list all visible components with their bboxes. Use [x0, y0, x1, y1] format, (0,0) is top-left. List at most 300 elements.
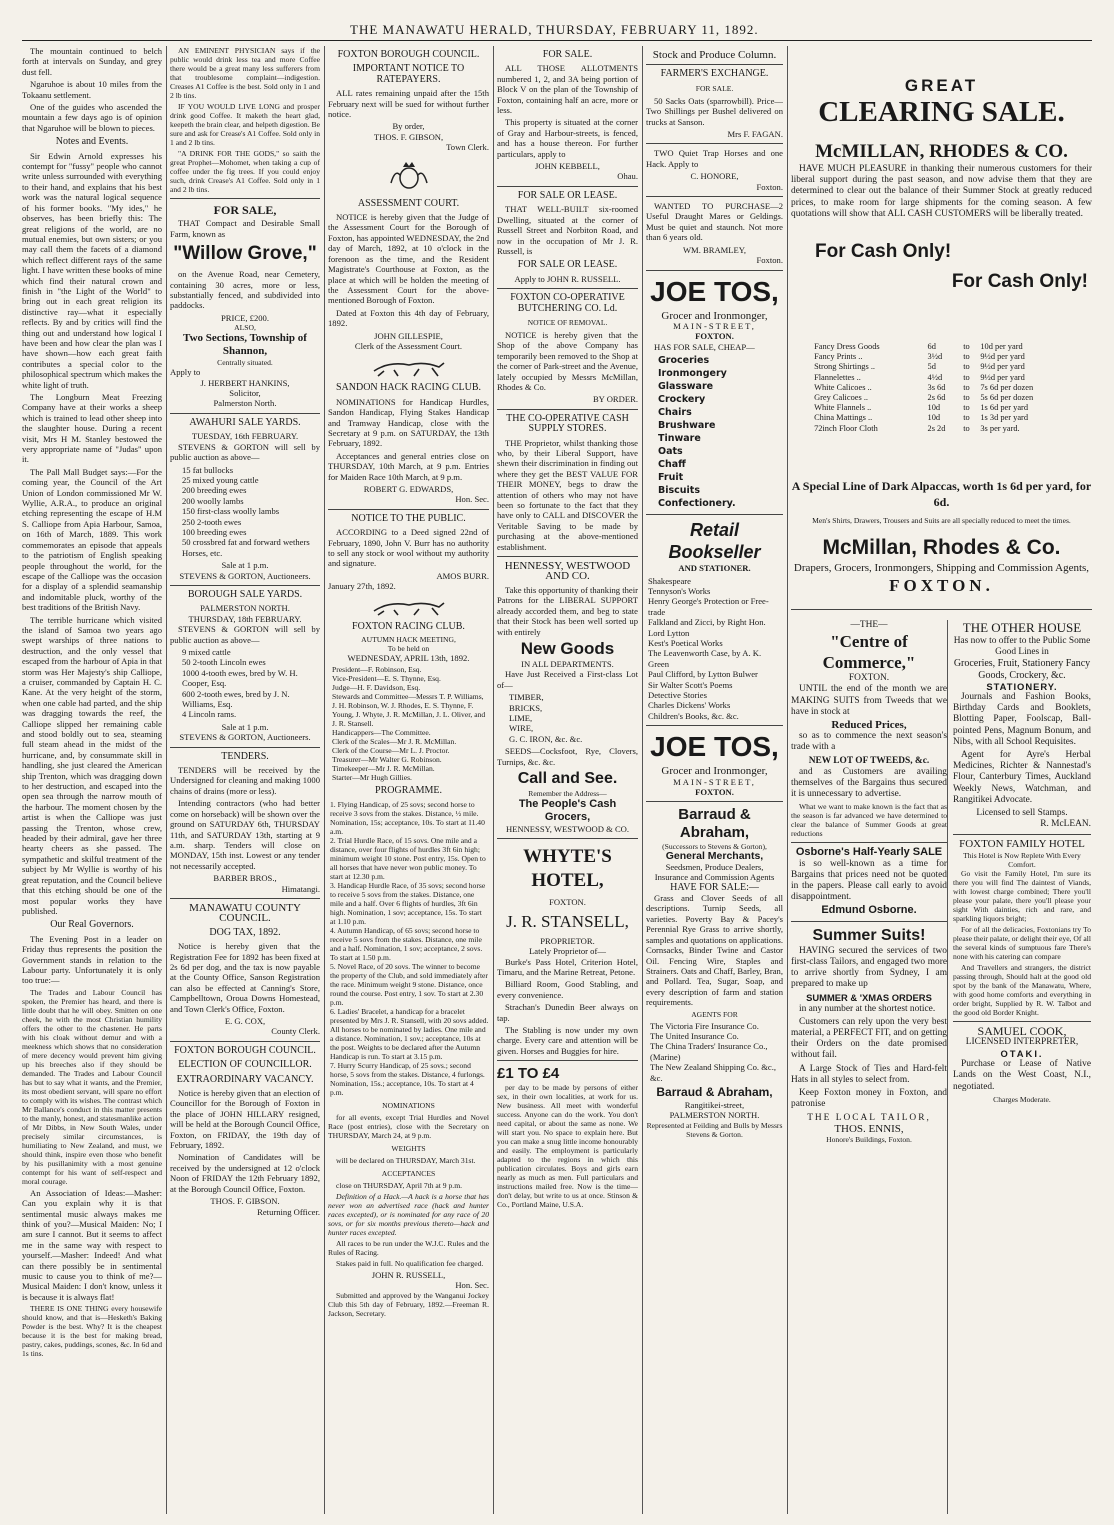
ad-heading: NOTICE TO THE PUBLIC.: [351, 512, 466, 524]
table-cell: to: [963, 372, 970, 382]
ad-text: FOXTON.: [549, 897, 586, 908]
advertisement: AN EMINENT PHYSICIAN says if the public would drink less tea and more Coffee there would be a great many less sufferers from that troublesome complaint—indigestion. Creases A1 Coffee is the best. Sold only in 1 and 2 lb tins.: [170, 46, 320, 100]
table-cell: to: [963, 403, 970, 413]
goods-list: [658, 354, 783, 510]
ad-heading: FARMER'S EXCHANGE.: [660, 68, 769, 80]
table-cell: to: [963, 393, 970, 403]
table-cell: 5d: [927, 362, 936, 372]
ad-text: Journals and Fashion Books, Birthday Cards and Booklets, Blotting Paper, Foolscap, Ball-pointed Pens, Magnum Bonum, and Nibs, with all School Requisites.: [953, 692, 1091, 747]
list-item: 50 crossbred fat and forward wethers: [182, 537, 310, 548]
table-cell: to: [963, 362, 970, 372]
divider: [497, 838, 638, 839]
ad-signature: BY ORDER.: [592, 394, 638, 405]
ad-heading: FOR SALE OR LEASE.: [517, 189, 618, 201]
ad-text: Seedsmen, Produce Dealers,: [665, 861, 764, 872]
ad-text: close on THURSDAY, April 7th at 9 p.m.: [336, 1180, 463, 1190]
ad-subheading: WEIGHTS: [391, 1143, 426, 1153]
column-2: [170, 46, 320, 1514]
stock-list: [182, 647, 320, 720]
divider: [953, 1021, 1091, 1022]
ad-text: THE Proprietor, whilst thanking those who, by their Liberal Support, have shewn their discrimination in finding out where they get the BEST VALUE FOR THEIR MONEY, begs to draw the attention of others who may not have been so fortunate to the fact that they have only to CALL and DISCOVER the Veritable Saving to be made by purchasing at the above-mentioned establishment.: [497, 437, 638, 552]
ad-text: Men's Shirts, Drawers, Trousers and Suits are all specially reduced to meet the times.: [812, 515, 1071, 525]
ad-text: County Clerk.: [271, 1026, 320, 1037]
list-item: 250 2-tooth ewes: [182, 516, 242, 527]
ad-text: Rangitikei-street,: [684, 1099, 745, 1110]
ad-text: FOXTON.: [889, 575, 994, 595]
ad-heading: FOXTON BOROUGH COUNCIL.: [337, 49, 480, 60]
list-item: Starter—Mr Hugh Gillies.: [332, 773, 412, 783]
table-row: [812, 362, 1071, 372]
centre-of-commerce-ad: [791, 620, 947, 1144]
ad-text: Palmerston North.: [213, 398, 277, 409]
divider: [170, 585, 320, 586]
list-item: Horses, etc.: [182, 547, 223, 558]
ad-text: (Successors to Stevens & Gorton),: [662, 842, 767, 852]
ad-subheading: A Special Line of Dark Alpaccas, worth 1s 6d per yard, for 6d.: [791, 478, 1092, 509]
racehorse-icon: [364, 598, 454, 616]
agency-list: [650, 1021, 783, 1083]
ad-text: NOMINATIONS for Handicap Hurdles, Sandon Handicap, Flying Stakes Handicap and Tramway Handicap, close with the Secretary at 9 p.m. on SATURDAY, the 13th February, 1892.: [328, 396, 489, 449]
divider: [328, 509, 489, 510]
ad-date: TUESDAY, 16th FEBRUARY.: [191, 431, 299, 442]
table-cell: White Flannels ..: [814, 403, 872, 413]
ad-text: Definition of a Hack.—A hack is a horse that has never won an advertised race (hack and hunter races excepted), or is nominated for any race of 20 sovs, or for six months previous thereto—hack and hunter races excepted.: [328, 1191, 489, 1237]
divider: [953, 834, 1091, 835]
goods-list: [509, 692, 638, 744]
ad-heading: FOXTON BOROUGH COUNCIL.: [174, 1044, 316, 1056]
ad-text: PROPRIETOR.: [540, 935, 595, 946]
list-item: 200 woolly lambs: [182, 495, 244, 506]
list-item: The China Traders' Insurance Co., (Marine): [650, 1041, 768, 1062]
table-cell: Fancy Dress Goods: [814, 342, 880, 352]
ad-signature: JOHN R. RUSSELL,: [371, 1269, 446, 1280]
table-cell: 3½d: [927, 352, 943, 362]
ad-text: STEVENS & GORTON will sell by public auction as above—: [170, 624, 320, 645]
ad-text: per day to be made by persons of either sex, in their own localities, at work for us. New business. All meet with wonderful success. Anyone can do the work. You don't need capital, or about the same as none. We will start you. No space to explain here. But you can make a snug little income honourably and easily. The employment is particularly adapted to the regions in which this publication circulates. Boys and girls earn nearly as much as men. Full particulars and instructions mailed free. Now is the time—don't delay, but write to us at once. Stinson & Co., Portland Maine, U.S.A.: [497, 1083, 638, 1210]
ad-text: ALSO,: [234, 323, 256, 333]
ad-text: Burke's Pass Hotel, Criterion Hotel, Timaru, and the Marine Retreat, Petone.: [497, 956, 638, 977]
ad-text: MAIN-STREET,: [673, 776, 756, 787]
ad-text: FOXTON.: [695, 331, 734, 342]
ad-text: Hon. Sec.: [455, 1280, 489, 1291]
ad-subheading: AND STATIONER.: [678, 563, 751, 574]
ad-subheading: NOTICE OF REMOVAL.: [527, 317, 608, 327]
table-row: [812, 373, 1071, 383]
list-item: The New Zealand Shipping Co. &c., &c.: [650, 1062, 777, 1083]
ad-text: Insurance and Commission Agents: [654, 872, 775, 883]
ad-text: ALL THOSE ALLOTMENTS numbered 1, 2, and 3A being portion of Block V on the plan of the Township of Foxton, containing half an acre, more or less.: [497, 63, 638, 116]
ad-signature: BARBER BROS.,: [213, 873, 277, 884]
ad-text: Stakes paid in full. No qualification fee charged.: [336, 1258, 484, 1268]
ad-heading: FOR SALE.: [542, 49, 593, 60]
column-6: [791, 46, 1092, 1514]
ad-text: IN ALL DEPARTMENTS.: [521, 658, 614, 669]
ad-text: By order,: [392, 121, 425, 132]
list-item: Biscuits: [658, 485, 700, 497]
ad-subheading: THE LOCAL TAILOR,: [807, 1112, 931, 1123]
list-item: 7. Hurry Scurry Handicap, of 25 sovs.; second horse, 5 sovs from the stakes. Distance, 4 furlongs. Nomination, 15s.; acceptance, 10s. To start at 4 p.m.: [330, 1060, 485, 1097]
list-item: Tennyson's Works: [648, 585, 711, 596]
ad-text: Acceptances and general entries close on THURSDAY, 10th March, at 9 p.m. Entries for Maiden Race 10th March, at 9 p.m.: [328, 450, 489, 482]
table-cell: 5s 6d per dozen: [980, 393, 1034, 403]
table-row: [812, 424, 1071, 434]
ad-signature: J. HERBERT HANKINS,: [200, 377, 290, 388]
ad-subheading: Grocer and Ironmonger,: [661, 309, 768, 322]
ad-subheading: LICENSED INTERPRETER,: [965, 1036, 1079, 1047]
ad-text: for all events, except Trial Hurdles and Novel Race (post entries), close with the Secretary on THURSDAY, March 24, at 9 p.m.: [328, 1112, 489, 1140]
divider: [646, 725, 783, 726]
ad-signature: ROBERT G. EDWARDS,: [363, 484, 454, 494]
table-cell: 10d: [927, 413, 941, 423]
ad-text: Have Just Received a First-class Lot of—: [497, 669, 638, 690]
ad-display-heading: SAMUEL COOK,: [977, 1023, 1067, 1038]
divider: [497, 186, 638, 187]
table-row: [812, 393, 1071, 403]
table-cell: to: [963, 423, 970, 433]
table-cell: 6d: [927, 342, 936, 352]
proprietor-name: J. R. STANSELL,: [506, 911, 629, 931]
ad-text: FOXTON.: [695, 787, 734, 798]
table-cell: White Calicoes ..: [814, 382, 872, 392]
ad-subheading: ELECTION OF COUNCILLOR.: [178, 1059, 312, 1071]
ad-display-heading: CLEARING SALE.: [818, 96, 1065, 128]
ad-subheading: NOMINATIONS: [382, 1100, 435, 1110]
ad-text: Purchase or Lease of Native Lands on the West Coast, N.I., negotiated.: [953, 1059, 1091, 1092]
table-cell: China Mattings ..: [814, 413, 873, 423]
article-paragraph: The Evening Post in a leader on Friday thus represents the position the Government stands in relation to the Labour party. Unfortunately it is only too true:—: [22, 933, 162, 986]
list-item: Fruit: [658, 472, 684, 484]
table-cell: 9½d per yard: [980, 372, 1025, 382]
ad-text: Foxton.: [756, 255, 783, 266]
list-item: 3. Handicap Hurdle Race, of 35 sovs; second horse to receive 5 sovs from the stakes. Distance, one mile and a half. Over 6 flights of hurdles, 3ft 6in high. Nomination, 1 sov; acceptance, 15s. To start at 1.10 p.m.: [330, 880, 486, 926]
divider: [646, 196, 783, 197]
club-officers-list: [332, 665, 489, 782]
table-row: [812, 413, 1071, 423]
ad-text: THAT WELL-BUILT six-roomed Dwelling, situated at the corner of Russell Street and Norbiton Road, and now in the occupation of Mr J. R. Russell, is: [497, 204, 638, 256]
ad-subheading: NEW LOT OF TWEEDS, &c.: [808, 755, 930, 766]
table-cell: to: [963, 342, 970, 352]
ad-text: Agent for Ayre's Herbal Medicines, Richter & Nannestad's Flour, Canterbury Times, Auckland Weekly News, Watchman, and Rangitikei Advocate.: [953, 750, 1091, 805]
ad-display-heading: Osborne's Half-Yearly SALE: [795, 846, 943, 859]
ad-heading: THE CO-OPERATIVE CASH SUPPLY STORES.: [506, 412, 629, 435]
ad-signature: E. G. COX,: [224, 1016, 266, 1026]
ad-text: Licensed to sell Stamps.: [976, 808, 1068, 819]
ad-text: Himatangi.: [281, 883, 320, 894]
ad-display-heading: For Cash Only!: [951, 271, 1088, 293]
ad-text: Customers can rely upon the very best material, a PERFECT FIT, and on getting their Orders on the date promised without fail.: [791, 1016, 947, 1061]
article-paragraph: Ngaruhoe is about 10 miles from the Tokaanu settlement.: [22, 79, 162, 100]
ad-text: All races to be run under the W.J.C. Rules and the Rules of Racing.: [328, 1238, 489, 1257]
table-row: [812, 403, 1071, 413]
ad-subheading: SUMMER & 'XMAS ORDERS: [806, 992, 932, 1004]
list-item: 1. Flying Handicap, of 25 sovs; second horse to receive 3 sovs from the stakes. Distance, ½ mile. Nomination, 15s; acceptance, 10s. To start at 11.40 a.m.: [330, 799, 485, 836]
list-item: The United Insurance Co.: [650, 1030, 739, 1041]
ad-text: Lately Proprietor of—: [529, 946, 606, 957]
ad-subheading: DOG TAX, 1892.: [209, 926, 281, 938]
table-cell: 1s 3d per yard: [980, 413, 1029, 423]
ad-text: Apply to JOHN R. RUSSELL.: [514, 273, 621, 284]
ad-signature: R. McLEAN.: [1040, 819, 1091, 830]
ad-signature: HENNESSY, WESTWOOD & CO.: [505, 823, 630, 834]
table-cell: 9½d per yard: [980, 352, 1025, 362]
ad-text: STEVENS & GORTON will sell by public auction as above—: [170, 441, 320, 463]
table-cell: 3s per yard.: [980, 423, 1020, 433]
table-row: [812, 352, 1071, 362]
divider: [791, 842, 947, 843]
article-paragraph: The mountain continued to belch forth at intervals on Sunday, and grey dust fell.: [22, 46, 162, 77]
ad-text: PALMERSTON NORTH.: [200, 603, 290, 614]
ad-text: so as to commence the next season's trade with a: [791, 731, 947, 753]
divider: [791, 609, 1092, 610]
ad-text: Clerk of the Assessment Court.: [354, 340, 463, 351]
race-programme-list: [330, 800, 489, 1097]
ad-text: For of all the delicacies, Foxtonians try To please their palate, or delight their eye, Of all the several kinds of sumptuous fare There's none with his catering can compare: [953, 924, 1091, 961]
divider: [170, 747, 320, 748]
ad-text: FOXTON.: [848, 673, 890, 684]
ad-text: Grass and Clover Seeds of all descriptions. Turnip Seeds, all varieties. Poverty Bay & Pacey's Perennial Rye Grass to arrive shortly, samples and quotations on applications. Cornsacks, Binder Twine and Castor Oil. Fencing Wire, Staples and Strainers. Oats and Chaff, Barley, Bran, and Pollard. Tea, Sugar, Soap, and every description of farm and station requirements.: [646, 893, 783, 1008]
ad-text: Notice is hereby given that the Registration Fee for 1892 has been fixed at 2s 6d per dog, and the tax is now payable at the County Office, Sanson Registration can also be effected at Canning's Store, Campbelltown, Oroua Downs Homestead, and Town Clerk's Office, Foxton.: [170, 941, 320, 1014]
list-item: Ironmongery: [658, 368, 727, 380]
ad-display-heading: THE OTHER HOUSE: [962, 620, 1082, 635]
ad-text: Billiard Room, Good Stabling, and every convenience.: [497, 979, 638, 1000]
divider: [646, 514, 783, 515]
ad-text: Nomination of Candidates will be received by the undersigned at 12 o'clock Noon of FRIDAY the 12th February 1892, at the Borough Council Office, Foxton.: [170, 1152, 320, 1194]
ad-text: SEEDS—Cocksfoot, Rye, Clovers, Turnips, &c. &c.: [497, 746, 638, 767]
ad-text: Foxton.: [756, 181, 783, 192]
ad-text: HAS FOR SALE, CHEAP—: [654, 341, 755, 352]
table-cell: Flannelettes ..: [814, 372, 861, 382]
ad-subheading: ACCEPTANCES: [381, 1168, 436, 1178]
article-paragraph: The Trades and Labour Council has spoken, the Premier has heard, and there is little doubt that he will obey. Smitten on one cheek, he with the most Christian humility offers the other to the chastener. He parts with his cloak without demur and with a meekness which shows that no consideration of mere decency would prevent him giving up his breeches also if they should be demanded. The Trades and Labour Council has but to say what it wants, and the Premier, its most obedient servant, will spare no effort to comply with its wishes. The contrast which Mr Ballance's conduct in this matter presents to the manly, honest, and statesmanlike action of Mr Dibbs, in New South Wales, under precisely similar circumstances, is humiliating to New Zealand, and must, we should think, inspire even those who benefit by his pusillanimity with a most genuine contempt for his want of self-respect and moral courage.: [22, 987, 162, 1186]
list-item: 100 breeding ewes: [182, 526, 247, 537]
list-item: Glassware: [658, 381, 714, 393]
ad-heading: TENDERS.: [221, 750, 269, 762]
masthead: [0, 0, 1114, 40]
ad-text: Sale at 1 p.m.: [221, 721, 269, 732]
advertisement: "A DRINK FOR THE GODS," so saith the great Prophet—Mohomet, when taking a cup of coffee under the fig trees. If you could enjoy such, drink Crease's A1 Coffee. Sold only in 1 and 2 lb tins.: [170, 149, 320, 194]
advertisement: THERE IS ONE THING every housewife should know, and that is—Hesketh's Baking Powder is the best. Why? It is the cheapest because it is the best for making bread, pastry, cakes, puddings, scones, &c. In 6d and 1s tins.: [22, 1304, 162, 1359]
ad-text: is so well-known as a time for Bargains that prices need not be quoted in the papers. Please call early to avoid disappointment.: [791, 858, 947, 903]
divider: [170, 198, 320, 199]
list-item: Kest's Poetical Works: [648, 637, 723, 648]
list-item: Stewards and Committee—Messrs T. P. Williams, J. H. Robinson, W. J. Rhodes, E. S. Thynne, F. Young, J. Whyte, J. R. McMillan, J. L. Oliver, and J. R. Stansell.: [332, 692, 486, 729]
ad-subheading: Reduced Prices,: [831, 719, 907, 732]
ad-heading: HENNESSY, WESTWOOD AND CO.: [504, 560, 631, 583]
ad-signature: AMOS BURR.: [436, 570, 489, 581]
ad-text: PALMERSTON NORTH.: [669, 1110, 760, 1121]
article-paragraph: Sir Edwin Arnold expresses his contempt for "fussy" people who cannot write unless surrounded with everything to their hand, and explains that his best work was the natural logical sequence of his former books. "My ides," he observes, has been briefly this: The great religions of the world, are no mutual enemies, but own sisters; or you may call them the facets of a diamond which reflect different rays of the same light. I have written these books of mine which find their natural crown and finish in "the Light of the World" to bring out in each great religion its distinctive ray—what it especially reflects. By and by critics will find the thing out and understand how logical I have been and how clear the plan was I have shown—how each great faith contributes a special color to the philosophical spectrum which makes the white light of truth.: [22, 150, 162, 390]
table-cell: to: [963, 413, 970, 423]
list-item: Tinware: [658, 433, 701, 445]
ad-text: Take this opportunity of thanking their Patrons for the LIBERAL SUPPORT already accorded them, and beg to state that their Stock has been well sorted up with entirely: [497, 584, 638, 637]
ad-subheading: IMPORTANT NOTICE TO RATEPAYERS.: [352, 63, 465, 85]
ad-subheading: Groceries, Fruit, Stationery Fancy Goods, Crockery, &c.: [953, 658, 1091, 681]
column-1: [22, 46, 162, 1514]
ad-signature: Edmund Osborne.: [821, 904, 917, 917]
ad-heading: FOR SALE,: [213, 203, 277, 217]
list-item: G. C. IRON, &c. &c.: [509, 733, 583, 744]
ad-text: UNTIL the end of the month we are MAKING SUITS from Tweeds that we have in stock at: [791, 684, 947, 717]
ad-text: HAVE MUCH PLEASURE in thanking their numerous customers for their liberal support during the past season, and now advise them that they are determined to clear out the balance of their Summer Stock at greatly reduced prices, to make room for large shipments for the coming season. A few quotations will show that ALL CASH CUSTOMERS will be liberally treated.: [791, 164, 1092, 219]
list-item: 25 mixed young cattle: [182, 474, 259, 485]
ad-text: To be held on: [387, 644, 430, 654]
ad-display-heading: FOXTON FAMILY HOTEL: [959, 838, 1085, 851]
list-item: Treasurer—Mr Walter G. Robinson.: [332, 755, 442, 765]
list-item: 6. Ladies' Bracelet, a handicap for a bracelet presented by Mrs J. R. Stansell, with 20 sovs added. All horses to be nominated by ladies. One mile and a distance. Nomination, 1 sov.; acceptance, 10s at the post. Weights to be declared after the Autumn Handicap is run. To start at 3.15 p.m.: [330, 1006, 489, 1061]
ad-text: And Travellers and strangers, the district passing through, Should halt at the good old spot by the bank of the Manawatu, Where, with good home comforts and everything in order bright, Supplied by R. W. Talbot and the good old Border Knight.: [953, 962, 1091, 1017]
ad-display-heading: GREAT: [904, 76, 979, 95]
ad-text: What we want to make known is the fact that as the season is far advanced we have determined to clear the balance of Summer Goods at great reductions: [791, 802, 947, 839]
list-item: Crockery: [658, 394, 706, 406]
divider: [646, 143, 783, 144]
list-item: 1000 4-tooth ewes, bred by W. H. Cooper, Esq.: [182, 667, 298, 689]
table-row: [812, 342, 1071, 352]
ad-subheading: FOR SALE OR LEASE.: [517, 259, 618, 271]
column-divider: [787, 46, 788, 1514]
list-item: Oats: [658, 446, 683, 458]
ad-text: This property is situated at the corner of Gray and Harbour-streets, is fenced, and has a house thereon. For further particulars, apply to: [497, 117, 638, 159]
ad-text: 50 Sacks Oats (sparrowbill). Price—Two Shillings per Bushel delivered on trucks at Sanson.: [646, 95, 783, 127]
ad-text: Dated at Foxton this 4th day of February, 1892.: [328, 307, 489, 329]
ad-heading: FOXTON CO-OPERATIVE BUTCHERING CO. Ld.: [510, 292, 625, 314]
divider: [170, 413, 320, 414]
column-3: [328, 46, 489, 1514]
column-heading: Stock and Produce Column.: [652, 49, 777, 61]
royal-crest-icon: [389, 159, 429, 193]
list-item: 9 mixed cattle: [182, 647, 231, 657]
divider: [170, 898, 320, 899]
ad-display-heading: New Goods: [520, 638, 615, 658]
column-divider: [324, 46, 325, 1514]
list-item: 150 first-class woolly lambs: [182, 506, 280, 517]
list-item: Sir Walter Scott's Poems: [648, 679, 733, 690]
racehorse-icon: [364, 357, 454, 377]
other-house-ad: [953, 620, 1091, 1104]
ad-subheading: HAVE FOR SALE:—: [670, 881, 759, 893]
ad-date: WEDNESDAY, APRIL 13th, 1892.: [347, 653, 470, 664]
ad-text: NOTICE is hereby given that the Judge of the Assessment Court for the Borough of Foxton, has appointed WEDNESDAY, the 2nd day of March, 1892, at 10 o'clock in the forenoon as the time, and the Resident Magistrate's Courthouse at Foxton, as the place at which will be holden the meeting of the Assessment Court for the above-mentioned Borough of Foxton.: [328, 212, 489, 306]
ad-display-heading: Barraud & Abraham,: [656, 1084, 773, 1099]
table-cell: 9½d per yard: [980, 362, 1025, 372]
column-divider: [493, 46, 494, 1514]
ad-signature: JOHN KEBBELL,: [535, 161, 600, 172]
list-item: Chairs: [658, 407, 692, 419]
table-cell: 2s 2d: [927, 423, 946, 433]
list-item: Clerk of the Scales—Mr J. R. McMillan.: [332, 737, 457, 747]
list-item: Paul Clifford, by Lytton Bulwer: [648, 669, 758, 680]
ad-signature: Mrs F. FAGAN.: [727, 129, 783, 140]
article-paragraph: The terrible hurricane which visited the island of Samoa two years ago swept warships of three nations to destruction, and the only vessel that escaped from the harbour of Apia in that storm was Her Majesty's ship Calliope, a cruiser, commanded by Captain H. C. Kane. At the very height of the storm, when one cable had parted, and the ship was dragging towards the reef, the Calliope slipped her remaining cable and stood boldly out to sea, steaming full steam ahead in the midst of the hurricane, and, by consummate skill in handling, she just cleared the American ship Trenton, which was dragging down to her destruction, and escaped into the open sea through the narrow mouth of the harbour. The moment chosen by the artist is when the Calliope was just passing the Trenton, whose crew, headed by their admiral, gave her three hearty cheers as she passed. The sympathetic and skilful treatment of the subject by Mr Wyllie is worthy of his great reputation, and the Council believe that this etching should be one of the most popular works they have published.: [22, 614, 162, 916]
column-divider: [947, 620, 948, 1514]
ad-subheading: STATIONERY.: [986, 680, 1058, 692]
ad-signature: THOS. ENNIS,: [834, 1122, 904, 1135]
divider: [497, 288, 638, 289]
table-cell: to: [963, 382, 970, 392]
ad-text: ACCORDING to a Deed signed 22nd of February, 1890, John V. Burr has no authority to sell any stock or wool without my authority and signature.: [328, 527, 489, 569]
ad-text: HAVING secured the services of two first-class Tailors, and engaged two more to arrive shortly from Sydney, I am prepared to make up: [791, 945, 947, 990]
ad-text: WANTED TO PURCHASE—2 Useful Draught Mares or Geldings. Must be quiet and staunch. Not more than 6 years old.: [646, 201, 783, 243]
shop-name: JOE TOS,: [650, 275, 779, 307]
list-item: Children's Books, &c. &c.: [648, 710, 739, 721]
ad-text: Returning Officer.: [257, 1206, 320, 1217]
list-item: Vice-President—E. S. Thynne, Esq.: [332, 674, 441, 684]
table-cell: 10d per yard: [980, 342, 1023, 352]
list-item: Charles Dickens' Works: [648, 700, 731, 711]
ad-subheading: EXTRAORDINARY VACANCY.: [176, 1073, 314, 1085]
ad-text: NOTICE is hereby given that the Shop of the above Company has temporarily been removed to the Shop at the corner of Park-street and the Avenue, lately occupied by Messrs McMillan, Rhodes & Co.: [497, 329, 638, 392]
table-cell: Fancy Prints ..: [814, 352, 863, 362]
list-item: The Leavenworth Case, by A. K. Green: [648, 648, 762, 669]
advertisement: IF YOU WOULD LIVE LONG and prosper drink good Coffee. It maketh the heart glad, keepeth the brain clear, and helpeth digestion. Be sure and ask for Crease's A1 Coffee. Sold only in 1 and 2 lb tins.: [170, 102, 320, 147]
ad-signature: THOS. F. GIBSON.: [210, 1196, 280, 1207]
price-list-table: [812, 342, 1071, 434]
list-item: Chaff: [658, 459, 686, 471]
ad-text: ALL rates remaining unpaid after the 15th February next will be sued for without further notice.: [328, 88, 489, 120]
table-row: [812, 383, 1071, 393]
stock-list: [182, 465, 320, 559]
ad-heading: BOROUGH SALE YARDS.: [187, 588, 303, 600]
ad-text: —THE—: [850, 620, 888, 630]
list-item: TIMBER,: [509, 692, 544, 703]
ad-signature: THOS. F. GIBSON,: [373, 131, 444, 142]
table-cell: Strong Shirtings ..: [814, 362, 876, 372]
ad-text: Submitted and approved by the Wanganui Jockey Club this 5th day of February, 1892.—Freeman R. Jackson, Secretary.: [328, 1290, 489, 1318]
ad-display-heading: £1 TO £4: [497, 1065, 560, 1083]
farm-name: "Willow Grove,": [173, 243, 317, 265]
ad-subheading: General Merchants,: [665, 850, 764, 863]
column-5: [646, 46, 783, 1514]
ad-text: A Large Stock of Ties and Hard-felt Hats in all styles to select from.: [791, 1063, 947, 1085]
ad-text: on the Avenue Road, near Cemetery, containing 30 acres, more or less, substantially fenced, and subdivided into paddocks.: [170, 269, 320, 311]
table-cell: 1s 6d per yard: [980, 403, 1029, 413]
list-item: Shakespeare: [648, 575, 691, 586]
ad-text: Charges Moderate.: [993, 1094, 1051, 1104]
company-name: McMillan, Rhodes & Co.: [822, 535, 1061, 559]
list-item: Groceries: [658, 355, 710, 367]
ad-text: Drapers, Grocers, Ironmongers, Shipping and Commission Agents,: [793, 561, 1090, 574]
list-item: 50 2-tooth Lincoln ewes: [182, 657, 266, 668]
ad-heading: ASSESSMENT COURT.: [357, 197, 460, 209]
divider: [646, 801, 783, 802]
ad-text: Remember the Address—: [528, 788, 607, 798]
list-item: Detective Stories: [648, 690, 707, 700]
table-cell: to: [963, 352, 970, 362]
ad-display-heading: Call and See.: [517, 769, 618, 787]
divider: [646, 270, 783, 271]
ad-text: Honore's Buildings, Foxton.: [826, 1134, 912, 1144]
ad-signature: STEVENS & GORTON, Auctioneers.: [179, 570, 311, 581]
ad-text: This Hotel is Now Replete With Every Comfort.: [963, 850, 1081, 869]
list-item: Judge—H. F. Davidson, Esq.: [332, 683, 421, 693]
list-item: 200 breeding ewes: [182, 485, 247, 496]
ad-heading: SANDON HACK RACING CLUB.: [335, 382, 481, 394]
list-item: Confectionery.: [658, 498, 736, 510]
list-item: 2. Trial Hurdle Race, of 15 sovs. One mile and a distance, over four flights of hurdles 3ft 6in high; minimum weight 10 stone. Post entry, 15s. Open to all horses that have never won public money. To start at 12.30 p.m.: [330, 835, 486, 881]
article-paragraph: The Longburn Meat Freezing Company have at their works a sheep which is trained to lead other sheep into the slaughter house. During a recent visit, Mrs H M. Stanley bestowed the very appropriate name of "Judas" upon it.: [22, 392, 162, 465]
section-heading: Our Real Governors.: [50, 919, 134, 931]
ad-text: Solicitor,: [229, 388, 261, 399]
ad-text: Keep Foxton money in Foxton, and patronise: [791, 1088, 947, 1110]
ad-text: MAIN-STREET,: [673, 320, 756, 331]
list-item: President—F. Robinson, Esq.: [332, 665, 422, 675]
list-item: The Victoria Fire Insurance Co.: [650, 1020, 759, 1031]
list-item: 4 Lincoln rams.: [182, 709, 237, 720]
column-divider: [166, 46, 167, 1514]
ad-text: Intending contractors (who had better come on horseback) will be shown over the ground on SATURDAY 6th, THURSDAY 11th, and SATURDAY 13th, starting at 9 a.m. sharp. Tenders will close on MONDAY, 15th inst. Lowest or any tender not necessarily accepted.: [170, 798, 320, 871]
table-cell: 2s 6d: [927, 393, 946, 403]
list-item: LIME,: [509, 712, 533, 723]
ad-text: TWO Quiet Trap Horses and one Hack. Apply to: [646, 148, 783, 169]
